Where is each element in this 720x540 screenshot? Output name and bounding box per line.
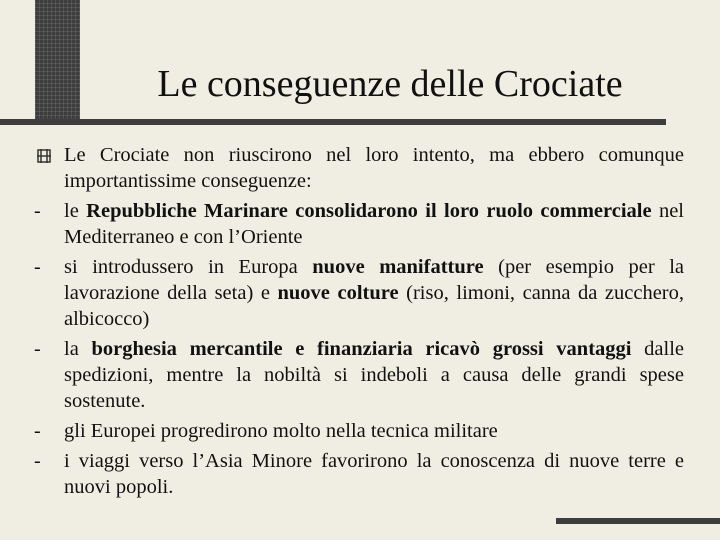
dash-bullet: - (34, 420, 41, 442)
square-bullet-icon (37, 149, 51, 163)
list-item (34, 448, 684, 500)
intro-paragraph (64, 142, 684, 194)
dash-bullet: - (34, 256, 41, 278)
list-item (34, 418, 684, 444)
title-divider-bar (0, 119, 666, 125)
list-item (34, 336, 684, 414)
item-text: la (64, 338, 92, 360)
item-text: nel Mediterraneo e con l’Oriente (64, 200, 685, 248)
item-text: gli Europei progredirono molto nella tecnica militare (64, 420, 498, 442)
item-text: (riso, limoni, canna da zucchero, albicocco) (64, 282, 684, 330)
slide-title: Le conseguenze delle Crociate (157, 63, 623, 105)
item-text: (per esempio per la lavorazione della seta) e (64, 256, 684, 304)
item-bold-text: borghesia mercantile e finanziaria ricavò grossi vantaggi (91, 338, 632, 360)
slide-body (34, 142, 685, 504)
dash-bullet: - (34, 450, 41, 472)
list-item (34, 198, 685, 250)
item-bold-text: nuove colture (277, 282, 399, 304)
item-text: dalle spedizioni, mentre la nobiltà si indeboli a causa delle grandi spese sostenute. (64, 338, 684, 412)
dash-bullet: - (34, 338, 41, 360)
decorative-grid-pattern (35, 0, 80, 124)
item-text: le (64, 200, 87, 222)
item-bold-text: nuove manifatture (312, 256, 484, 278)
intro-text: Le Crociate non riuscirono nel loro intento, ma ebbero comunque importantissime conseguenze: (64, 144, 684, 192)
list-item (34, 254, 684, 332)
item-bold-text: Repubbliche Marinare consolidarono il loro ruolo commerciale (86, 200, 652, 222)
bottom-accent-bar (556, 518, 720, 524)
dash-bullet: - (34, 200, 41, 222)
item-text: i viaggi verso l’Asia Minore favorirono la conoscenza di nuove terre e nuovi popoli. (64, 450, 684, 498)
item-text: si introdussero in Europa (64, 256, 313, 278)
